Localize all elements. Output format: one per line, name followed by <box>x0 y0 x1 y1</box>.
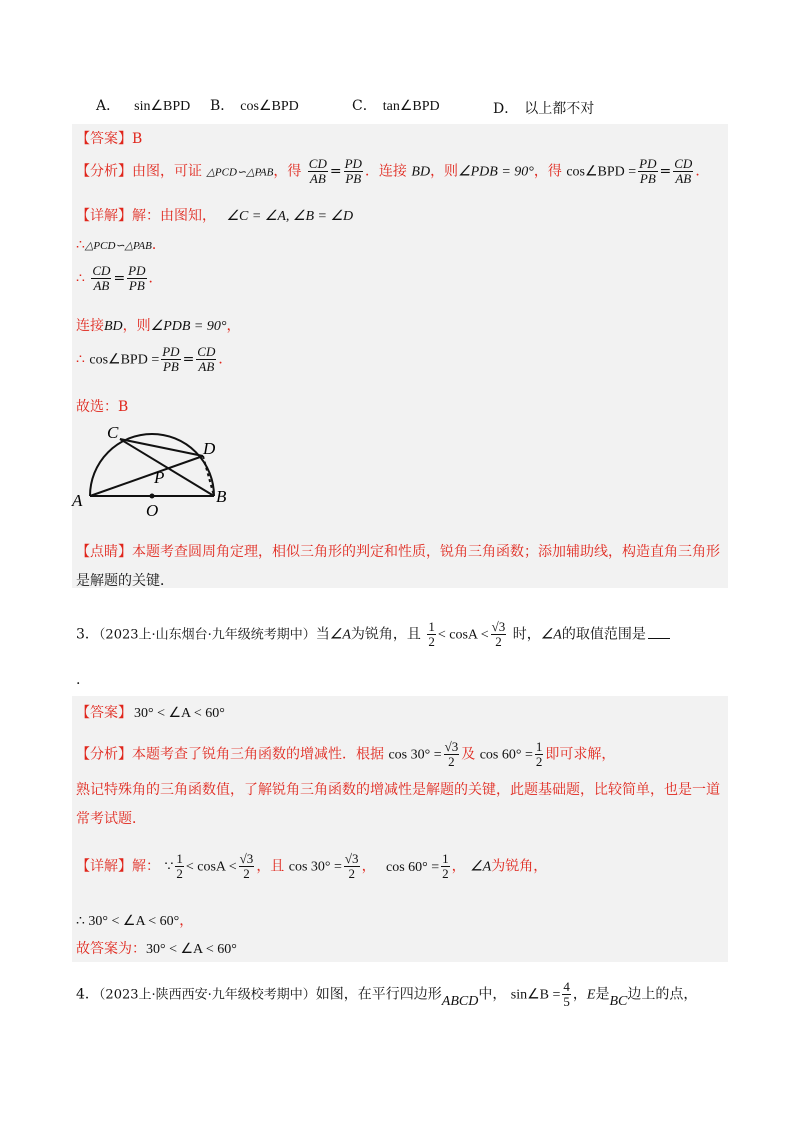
q2-step3: 连接BD，则∠PDB = 90°， <box>76 318 241 334</box>
q2-step1: ∴△PCD∽△PAB． <box>76 237 166 253</box>
q3-blank[interactable] <box>648 638 670 639</box>
label-o: O <box>146 501 159 518</box>
q2-comment-line1: 【点睛】本题考查圆周角定理，相似三角形的判定和性质，锐角三角函数；添加辅助线，构造直角三角形 <box>76 544 720 560</box>
q3-analysis-line2: 熟记特殊角的三角函数值，了解锐角三角函数的增减性是解题的关键，此题基础题，比较简单，也是一道 <box>76 782 720 798</box>
chord-cb <box>120 439 214 496</box>
q3-detail: 【详解】解： ∵ $\frac{1}{2}$ < cosA < $\frac{√3}{2}$ ，且 cos 30° = $\frac{√3}{2}$ ， cos 60° = $\frac{1}{2}$ ， ∠A为锐角， <box>76 851 548 881</box>
q4-question: 4．（2023上·陕西西安·九年级校考期中）如图，在平行四边形ABCD中， sin∠B = $\frac{4}{5}$ ，E是BC边上的点， <box>76 979 698 1009</box>
semicircle-arc <box>90 434 214 496</box>
option-b: B． cos∠BPD <box>210 98 299 114</box>
q3-period: . <box>76 672 81 688</box>
q3-therefore: ∴ 30° < ∠A < 60°， <box>76 913 194 929</box>
q3-final: 故答案为：30° < ∠A < 60° <box>76 941 237 957</box>
q2-choose: 故选：B <box>76 399 129 415</box>
q3-answer: 【答案】 30° < ∠A < 60° <box>76 705 225 721</box>
q2-step2: ∴ $\frac{CD}{AB}$ = $\frac{PD}{PB}$ ． <box>76 263 163 293</box>
q2-answer: 【答案】B <box>76 131 143 147</box>
label-b: B <box>216 487 227 506</box>
q2-comment-line2: 是解题的关键． <box>76 573 174 589</box>
label-c: C <box>107 423 119 442</box>
q2-detail: 【详解】解：由图知， ∠C = ∠A, ∠B = ∠D <box>76 208 354 224</box>
label-a: A <box>72 491 83 510</box>
q2-step4: ∴ cos∠BPD = $\frac{PD}{PB}$ = $\frac{CD}{AB}$ ． <box>76 344 233 374</box>
q3-question: 3．（2023上·山东烟台·九年级统考期中）当∠A为锐角，且 $\frac{1}{2}$ < cosA < $\frac{√3}{2}$ 时，∠A的取值范围是 <box>76 620 670 649</box>
label-p: P <box>154 468 165 487</box>
center-o-point <box>150 494 155 499</box>
option-d: D． 以上都不对 <box>493 101 595 117</box>
option-a: A． sin∠BPD <box>96 98 191 114</box>
label-d: D <box>203 439 216 458</box>
chord-ad <box>90 456 203 496</box>
q2-analysis: 【分析】由图，可证 △PCD∽△PAB，得 $\frac{CD}{AB}$ = $\frac{PD}{PB}$ ．连接 BD，则∠PDB = 90°，得 cos∠BPD = $\frac{PD}{PB}$ = $\frac{CD}{AB}$ ． <box>76 156 710 186</box>
option-c: C． tan∠BPD <box>352 98 440 114</box>
semicircle-figure <box>70 418 240 518</box>
q3-analysis-line1: 【分析】本题考查了锐角三角函数的增减性．根据 cos 30° = $\frac{√3}{2}$ 及 cos 60° = $\frac{1}{2}$ 即可求解， <box>76 739 616 769</box>
q3-analysis-line3: 常考试题． <box>76 811 146 827</box>
